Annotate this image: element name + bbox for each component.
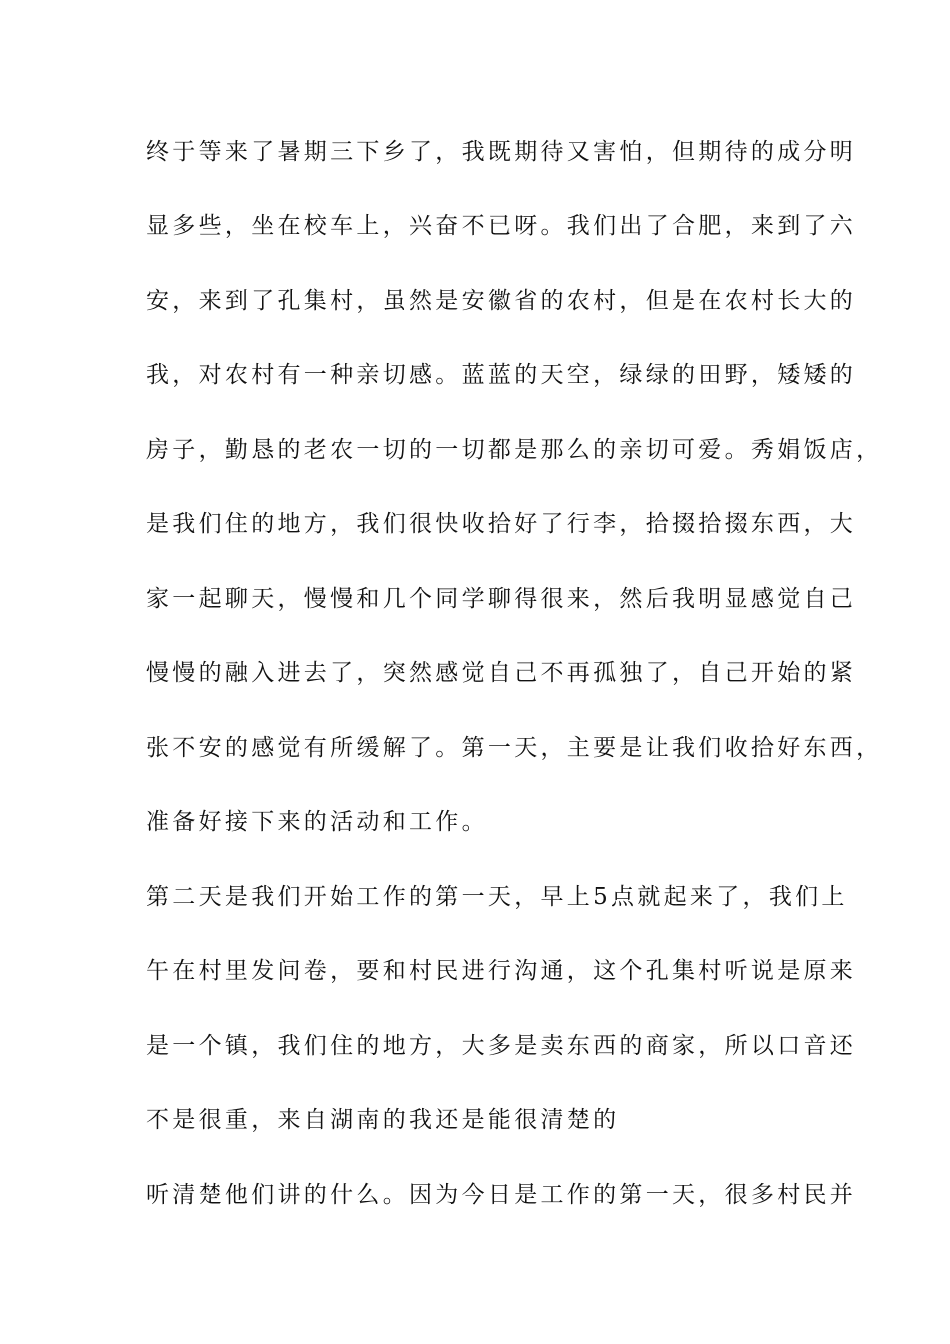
text-line: 第二天是我们开始工作的第一天，早上5点就起来了，我们上 xyxy=(146,884,848,910)
text-line: 安，来到了孔集村，虽然是安徽省的农村，但是在农村长大的 xyxy=(146,288,857,314)
text-line: 显多些，坐在校车上，兴奋不已呀。我们出了合肥，来到了六 xyxy=(146,213,857,239)
text-line: 不是很重，来自湖南的我还是能很清楚的 xyxy=(146,1107,620,1133)
text-line: 是我们住的地方，我们很快收拾好了行李，拾掇拾掇东西，大 xyxy=(146,511,857,537)
text-line: 听清楚他们讲的什么。因为今日是工作的第一天，很多村民并 xyxy=(146,1182,857,1208)
text-line: 午在村里发问卷，要和村民进行沟通，这个孔集村听说是原来 xyxy=(146,958,857,984)
text-line: 慢慢的融入进去了，突然感觉自己不再孤独了，自己开始的紧 xyxy=(146,660,857,686)
text-line: 终于等来了暑期三下乡了，我既期待又害怕，但期待的成分明 xyxy=(146,139,857,165)
text-line: 家一起聊天，慢慢和几个同学聊得很来，然后我明显感觉自己 xyxy=(146,586,857,612)
text-line: 房子，勤恳的老农一切的一切都是那么的亲切可爱。秀娟饭店， xyxy=(146,437,883,463)
text-line: 我，对农村有一种亲切感。蓝蓝的天空，绿绿的田野，矮矮的 xyxy=(146,362,857,388)
text-line: 张不安的感觉有所缓解了。第一天，主要是让我们收拾好东西， xyxy=(146,735,883,761)
text-line: 是一个镇，我们住的地方，大多是卖东西的商家，所以口音还 xyxy=(146,1033,857,1059)
text-line: 准备好接下来的活动和工作。 xyxy=(146,809,488,835)
